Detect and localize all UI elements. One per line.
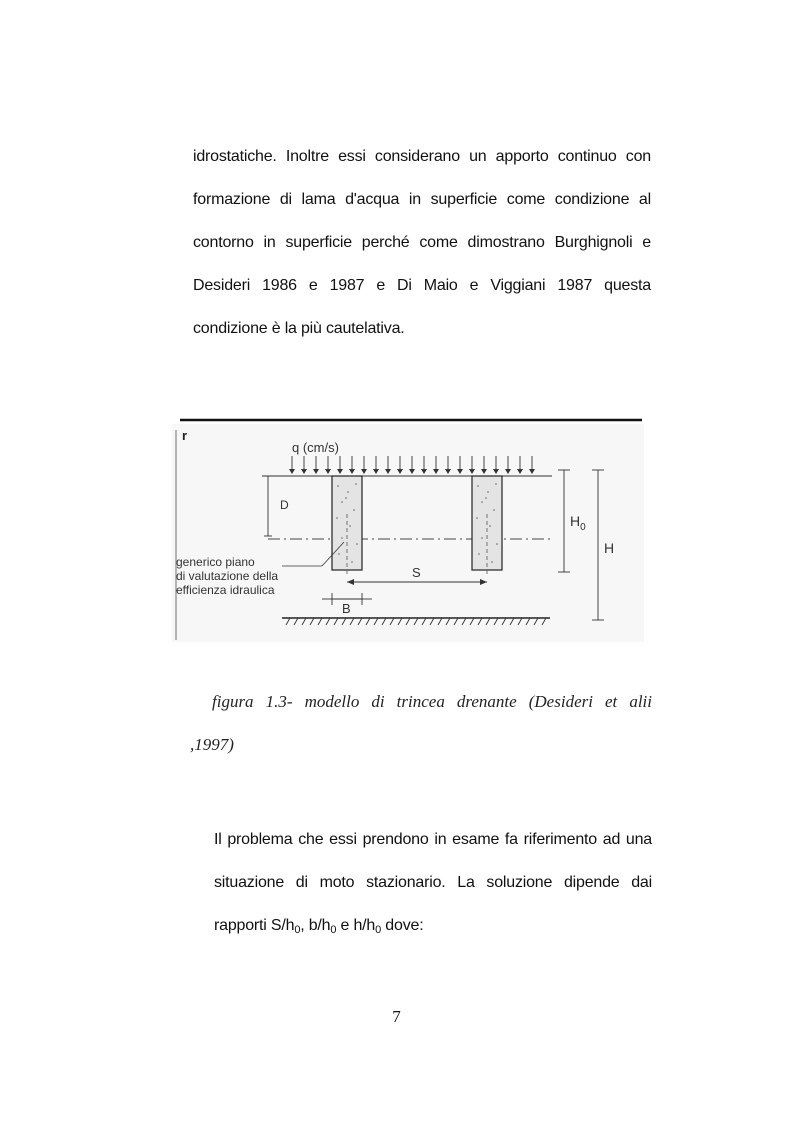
para2-text-2: , b/h (300, 917, 331, 934)
para2-sub-2: 0 (330, 924, 337, 936)
para2-text-4: dove: (381, 917, 424, 934)
flow-label: q (cm/s) (292, 440, 339, 455)
dimension-H0-label: $H_0$ (570, 513, 586, 533)
dimension-H-label: H (604, 540, 615, 556)
annotation-line-3: efficienza idraulica (176, 583, 275, 597)
dimension-D-label: D (280, 498, 289, 512)
para2-sub-3: 0 (375, 924, 382, 936)
para2-text-1: Il problema che essi prendono in esame fa riferimento ad una situazione di moto stazionario. La soluzione dipende dai rapporti S/h (214, 831, 652, 934)
scan-background (172, 424, 644, 642)
annotation-line-2: di valutazione della (176, 569, 279, 583)
figure-caption-line-1: figura 1.3- modello di trincea drenante (Desideri et alii (212, 692, 652, 711)
figure-caption-line-2: ,1997) (190, 735, 234, 754)
annotation-line-1: generico piano (176, 555, 255, 569)
dimension-B-label: B (342, 601, 351, 616)
trench-diagram (172, 414, 644, 642)
body-paragraph-2 (214, 818, 652, 947)
body-paragraph-1: idrostatiche. Inoltre essi considerano un apporto continuo con formazione di lama d'acqua in superficie come condizione al contorno in superficie perché come dimostrano Burghignoli e Desideri 1986 e 1987 e Di Maio e Viggiani 1987 questa condizione è la più cautelativa. (193, 148, 651, 337)
figure-trench-model (172, 414, 644, 642)
corner-mark: r (182, 428, 188, 443)
dimension-S-label: S (412, 565, 421, 580)
para2-text-3: e h/h (336, 917, 376, 934)
para2-sub-1: 0 (294, 924, 301, 936)
page-number: 7 (392, 1007, 401, 1026)
